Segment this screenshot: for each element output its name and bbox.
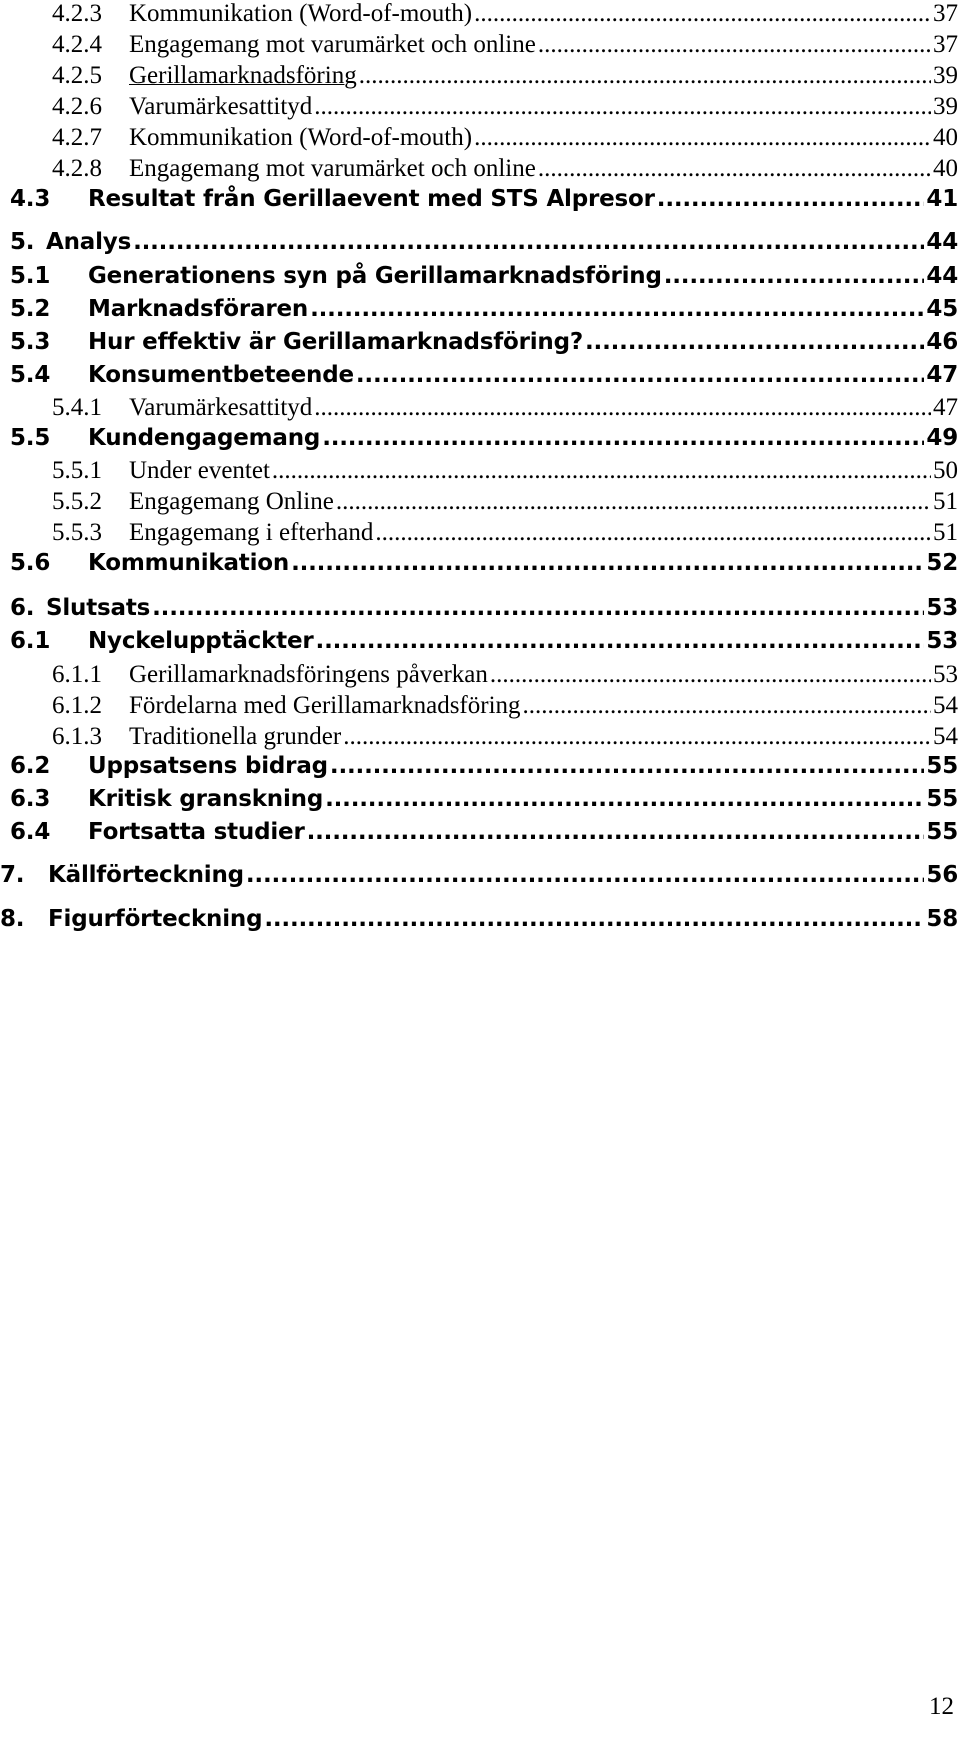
- toc-entry-number: 5.4.1: [52, 394, 102, 421]
- toc-dot-leader: [357, 62, 931, 90]
- toc-entry-number: 5.5: [10, 425, 51, 451]
- toc-dot-leader: [655, 186, 925, 212]
- toc-entry[interactable]: [10, 786, 958, 812]
- toc-entry-number: 6.4: [10, 819, 51, 845]
- toc-entry[interactable]: [0, 862, 958, 888]
- toc-entry[interactable]: [52, 723, 958, 751]
- toc-entry-title: Marknadsföraren: [88, 296, 309, 322]
- toc-dot-leader: [354, 362, 925, 388]
- toc-dot-leader: [314, 628, 925, 654]
- toc-dot-leader: [312, 93, 931, 121]
- toc-entry-number: 7.: [0, 862, 25, 888]
- toc-entry[interactable]: [10, 263, 958, 289]
- toc-entry-page: 54: [933, 692, 958, 719]
- toc-entry-number: 6.1.3: [52, 723, 102, 750]
- toc-entry-page: 53: [926, 595, 958, 621]
- toc-entry[interactable]: [52, 457, 958, 485]
- toc-entry-title: Engagemang i efterhand: [129, 519, 374, 546]
- toc-dot-leader: [262, 906, 924, 932]
- toc-dot-leader: [308, 296, 924, 322]
- toc-entry-page: 53: [926, 628, 958, 654]
- toc-entry[interactable]: [52, 519, 958, 547]
- toc-dot-leader: [536, 155, 931, 183]
- toc-entry-page: 51: [933, 519, 958, 546]
- toc-entry-number: 5.: [10, 229, 35, 255]
- toc-dot-leader: [312, 394, 931, 422]
- toc-dot-leader: [289, 550, 924, 576]
- toc-entry[interactable]: [10, 186, 958, 212]
- toc-entry-title: Analys: [46, 229, 132, 255]
- toc-entry[interactable]: [52, 692, 958, 720]
- toc-entry-page: 56: [926, 862, 958, 888]
- toc-dot-leader: [323, 786, 924, 812]
- toc-entry-title: Resultat från Gerillaevent med STS Alpresor: [88, 186, 655, 212]
- toc-dot-leader: [488, 661, 931, 689]
- toc-entry-number: 5.4: [10, 362, 51, 388]
- toc-entry-page: 47: [933, 394, 958, 421]
- toc-entry[interactable]: [52, 62, 958, 90]
- toc-dot-leader: [536, 31, 931, 59]
- toc-entry-number: 6.1: [10, 628, 51, 654]
- toc-entry-page: 39: [933, 62, 958, 89]
- toc-entry[interactable]: [10, 329, 958, 355]
- toc-entry[interactable]: [0, 906, 958, 932]
- toc-entry[interactable]: [10, 595, 958, 621]
- toc-entry-title: Under eventet: [129, 457, 270, 484]
- toc-entry[interactable]: [52, 394, 958, 422]
- toc-entry-page: 55: [926, 753, 958, 779]
- toc-entry-number: 4.2.8: [52, 155, 102, 182]
- toc-entry[interactable]: [10, 229, 958, 255]
- toc-dot-leader: [521, 692, 931, 720]
- toc-entry-page: 53: [933, 661, 958, 688]
- toc-entry-number: 6.1.1: [52, 661, 102, 688]
- toc-dot-leader: [334, 488, 931, 516]
- toc-entry-page: 52: [926, 550, 958, 576]
- toc-entry-title: Hur effektiv är Gerillamarknadsföring?: [88, 329, 584, 355]
- toc-entry[interactable]: [10, 425, 958, 451]
- toc-entry[interactable]: [52, 93, 958, 121]
- toc-entry-page: 50: [933, 457, 958, 484]
- toc-entry[interactable]: [10, 362, 958, 388]
- toc-dot-leader: [662, 263, 925, 289]
- toc-entry[interactable]: [52, 124, 958, 152]
- toc-entry-title: Kundengagemang: [88, 425, 321, 451]
- toc-entry-title: Kommunikation: [88, 550, 290, 576]
- toc-entry-number: 4.2.6: [52, 93, 102, 120]
- toc-dot-leader: [472, 0, 931, 28]
- toc-entry-title: Varumärkesattityd: [129, 93, 313, 120]
- toc-entry-number: 6.: [10, 595, 35, 621]
- toc-dot-leader: [131, 229, 924, 255]
- toc-entry-page: 55: [926, 786, 958, 812]
- toc-entry[interactable]: [52, 661, 958, 689]
- toc-entry-title: Kommunikation (Word-of-mouth): [129, 124, 473, 151]
- toc-entry-title: Kritisk granskning: [88, 786, 324, 812]
- toc-entry-title: Varumärkesattityd: [129, 394, 313, 421]
- toc-entry-title: Fortsatta studier: [88, 819, 305, 845]
- page-number: 12: [929, 1693, 954, 1720]
- toc-entry-page: 37: [933, 0, 958, 27]
- toc-entry-title: Generationens syn på Gerillamarknadsföring: [88, 263, 662, 289]
- toc-dot-leader: [305, 819, 925, 845]
- toc-entry-page: 37: [933, 31, 958, 58]
- toc-entry-page: 54: [933, 723, 958, 750]
- toc-dot-leader: [373, 519, 931, 547]
- toc-dot-leader: [472, 124, 931, 152]
- toc-entry-page: 40: [933, 155, 958, 182]
- toc-entry-number: 5.2: [10, 296, 51, 322]
- toc-entry-page: 44: [926, 229, 958, 255]
- toc-entry-number: 5.5.3: [52, 519, 102, 546]
- toc-entry-number: 8.: [0, 906, 25, 932]
- toc-dot-leader: [320, 425, 924, 451]
- toc-entry-title: Fördelarna med Gerillamarknadsföring: [129, 692, 521, 719]
- toc-dot-leader: [244, 862, 925, 888]
- toc-dot-leader: [150, 595, 924, 621]
- toc-entry-number: 4.2.4: [52, 31, 102, 58]
- toc-entry[interactable]: [10, 296, 958, 322]
- toc-entry[interactable]: [52, 31, 958, 59]
- toc-entry-number: 5.1: [10, 263, 51, 289]
- toc-entry-title: Uppsatsens bidrag: [88, 753, 328, 779]
- toc-entry-page: 46: [926, 329, 958, 355]
- toc-entry-title: Traditionella grunder: [129, 723, 342, 750]
- toc-entry-number: 6.1.2: [52, 692, 102, 719]
- toc-entry-number: 4.2.5: [52, 62, 102, 89]
- toc-entry[interactable]: [10, 628, 958, 654]
- toc-entry-page: 39: [933, 93, 958, 120]
- toc-entry-title: Nyckelupptäckter: [88, 628, 314, 654]
- toc-entry[interactable]: [10, 819, 958, 845]
- toc-entry-title: Källförteckning: [48, 862, 244, 888]
- toc-entry-number: 5.3: [10, 329, 51, 355]
- toc-entry-page: 58: [926, 906, 958, 932]
- toc-entry-number: 4.2.7: [52, 124, 102, 151]
- toc-entry-title: Kommunikation (Word-of-mouth): [129, 0, 473, 27]
- toc-entry-title: Engagemang Online: [129, 488, 334, 515]
- toc-dot-leader: [328, 753, 924, 779]
- toc-entry-number: 5.6: [10, 550, 51, 576]
- toc-entry-title: Slutsats: [46, 595, 151, 621]
- toc-entry-page: 55: [926, 819, 958, 845]
- toc-entry-page: 40: [933, 124, 958, 151]
- toc-dot-leader: [583, 329, 924, 355]
- toc-entry-title: Konsumentbeteende: [88, 362, 354, 388]
- toc-entry-page: 45: [926, 296, 958, 322]
- toc-entry-page: 41: [926, 186, 958, 212]
- toc-entry-number: 5.5.2: [52, 488, 102, 515]
- toc-entry-page: 44: [926, 263, 958, 289]
- toc-entry-number: 4.3: [10, 186, 51, 212]
- toc-entry-title: Gerillamarknadsföringens påverkan: [129, 661, 488, 688]
- toc-entry-title: Engagemang mot varumärket och online: [129, 31, 536, 58]
- toc-dot-leader: [270, 457, 931, 485]
- toc-entry-title: Engagemang mot varumärket och online: [129, 155, 536, 182]
- toc-entry-page: 51: [933, 488, 958, 515]
- toc-entry-title: Gerillamarknadsföring: [129, 62, 357, 89]
- toc-entry[interactable]: [52, 0, 958, 28]
- toc-entry-number: 5.5.1: [52, 457, 102, 484]
- toc-entry-number: 4.2.3: [52, 0, 102, 27]
- toc-entry-number: 6.2: [10, 753, 51, 779]
- toc-entry-title: Figurförteckning: [48, 906, 263, 932]
- toc-entry[interactable]: [10, 550, 958, 576]
- toc-entry-page: 47: [926, 362, 958, 388]
- toc-dot-leader: [341, 723, 931, 751]
- toc-entry-page: 49: [926, 425, 958, 451]
- toc-entry-number: 6.3: [10, 786, 51, 812]
- toc-entry[interactable]: [52, 488, 958, 516]
- toc-entry[interactable]: [10, 753, 958, 779]
- toc-entry[interactable]: [52, 155, 958, 183]
